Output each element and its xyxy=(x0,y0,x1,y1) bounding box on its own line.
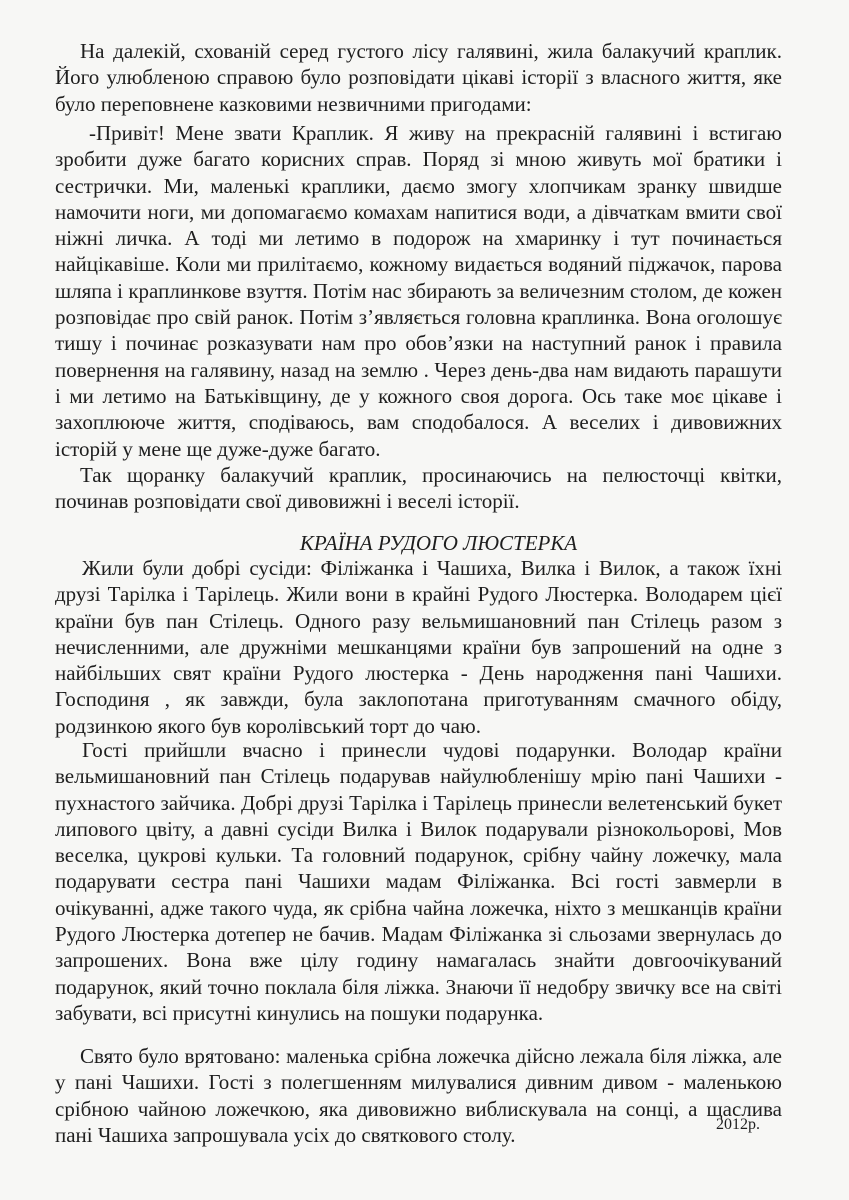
story2-paragraph-1: Жили були добрі сусіди: Філіжанка і Чашиха, Вилка і Вилок, а також їхні друзі Тарілка і Тарілець. Жили вони в крайні Рудого Люстерка. Володарем цієї країни був пан Стілець. Одного разу вельмишановний пан Стілець разом з нечисленними, але дружніми мешканцями країни був запрошений на одне з найбільших свят країни Рудого люстерка - День народження пані Чашихи. Господиня , як завжди, була заклопотана приготуванням смачного обіду, родзинкою якого був королівський торт до чаю. xyxy=(55,556,782,738)
story2-title: КРАЇНА РУДОГО ЛЮСТЕРКА xyxy=(299,531,578,555)
story2-paragraph-3: Свято було врятовано: маленька срібна ложечка дійсно лежала біля ліжка, але у пані Чашихи. Гості з полегшенням милувалися дивним дивом - маленькою срібною чайною ложечкою, яка дивовижно виблискувала на сонці, а щаслива пані Чашиха запрошувала усіх до святкового столу. xyxy=(55,1044,782,1147)
story2-paragraph-2: Гості прийшли вчасно і принесли чудові подарунки. Володар країни вельмишановний пан Стілець подарував найулюбленішу мрію пані Чашихи - пухнастого зайчика. Добрі друзі Тарілка і Тарілець принесли велетенський букет липового цвіту, а давні сусіди Вилка і Вилок подарували різнокольорові, Мов веселка, цукрові кульки. Та головний подарунок, срібну чайну ложечку, мала подарувати сестра пані Чашихи мадам Філіжанка. Всі гості завмерли в очікуванні, адже такого чуда, як срібна чайна ложечка, ніхто з мешканців країни Рудого Люстерка дотепер не бачив. Мадам Філіжанка зі сльозами звернулась до запрошених. Вона вже цілу годину намагалась знайти довгоочікуваний подарунок, який точно поклала біля ліжка. Знаючи її недобру звичку все на світі забувати, всі присутні кинулись на пошуки подарунка. xyxy=(55,738,782,1025)
story1-paragraph-2: -Привіт! Мене звати Краплик. Я живу на прекрасній галявині і встигаю зробити дуже багато корисних справ. Поряд зі мною живуть мої братики і сестрички. Ми, маленькі краплики, даємо змогу хлопчикам зранку швидше намочити ноги, ми допомагаємо комахам напитися води, а дівчаткам вмити свої ніжні личка. А тоді ми летимо в подорож на хмаринку і тут починається найцікавіше. Коли ми прилітаємо, кожному видається водяний піджачок, парова шляпа і краплинкове взуття. Потім нас збирають за величезним столом, де кожен розповідає про свій ранок. Потім з’являється головна краплинка. Вона оголошує тишу і починає розказувати нам про обов’язки на наступний ранок і правила повернення на галявину, назад на землю . Через день-два нам видають парашути і ми летимо на Батьківщину, де у кожного своя дорога. Ось таке моє цікаве і захоплююче життя, сподіваюсь, вам сподобалося. А веселих і дивовижних історій у мене ще дуже-дуже багато. xyxy=(55,121,782,461)
story1-paragraph-3: Так щоранку балакучий краплик, просинаючись на пелюсточці квітки, починав розповідати свої дивовижні і веселі історії. xyxy=(55,463,782,514)
story1-paragraph-1: На далекій, схованій серед густого лісу галявині, жила балакучий краплик. Його улюбленою справою було розповідати цікаві історії з власного життя, яке було переповнене казковими незвичними пригодами: xyxy=(55,39,782,116)
year-label: 2012р. xyxy=(716,1116,760,1133)
story2-title-heading xyxy=(55,530,782,556)
